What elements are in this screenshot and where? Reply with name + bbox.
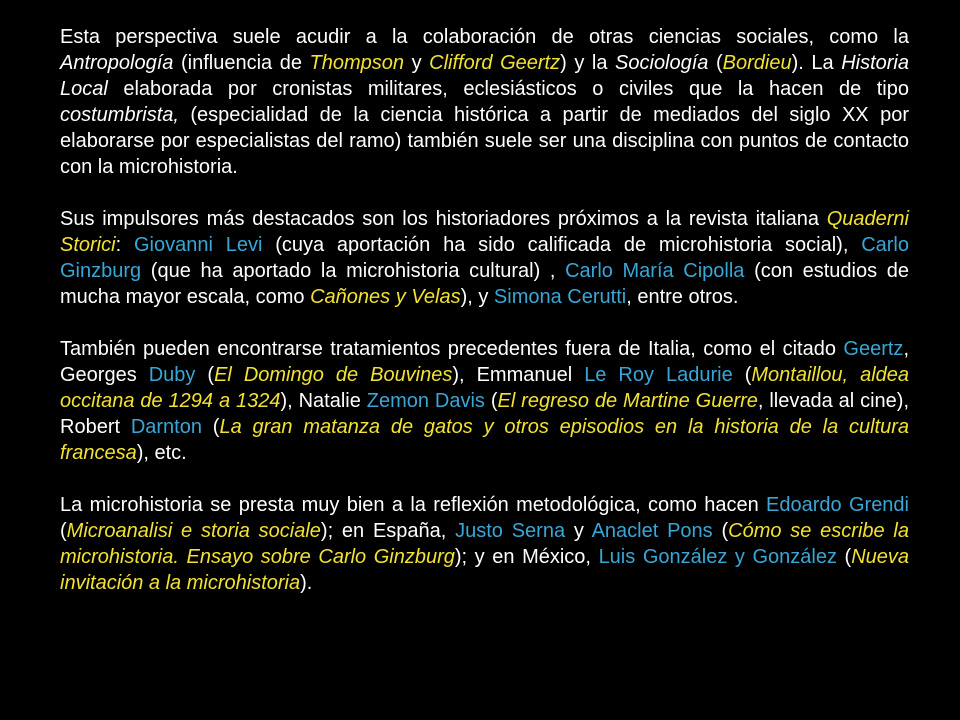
body-text: La microhistoria se presta muy bien a la reflexión metodológica, como hacen <box>60 494 767 516</box>
work-title: Clifford Geertz <box>429 52 561 74</box>
body-text: , entre otros. <box>626 286 739 308</box>
body-text: , llevada al cine), Robert <box>60 390 910 438</box>
body-text: ). La <box>791 52 842 74</box>
body-text: (que ha aportado la microhistoria cultural) , <box>141 260 566 282</box>
author-link[interactable]: Anaclet Pons <box>591 520 713 542</box>
author-link[interactable]: Giovanni Levi <box>133 234 263 256</box>
author-link[interactable]: Carlo María Cipolla <box>565 260 745 282</box>
author-link[interactable]: Le Roy Ladurie <box>584 364 733 386</box>
body-text: (con estudios de mucha mayor escala, como <box>60 260 909 308</box>
work-title: Montaillou, aldea occitana de 1294 a 1324 <box>60 364 910 412</box>
author-link[interactable]: Zemon Davis <box>366 390 485 412</box>
body-text: ); en España, <box>320 520 456 542</box>
body-text: ). <box>300 572 313 594</box>
body-text: , Georges <box>60 338 909 386</box>
body-text: ( <box>708 52 723 74</box>
work-title: Bordieu <box>722 52 792 74</box>
body-text: Esta perspectiva suele acudir a la colaboración de otras ciencias sociales, como la <box>60 26 909 48</box>
work-title: La gran matanza de gatos y otros episodios en la historia de la cultura francesa <box>60 416 910 464</box>
body-text: y <box>404 52 430 74</box>
body-text: ( <box>60 520 67 542</box>
work-title: El Domingo de Bouvines <box>214 364 453 386</box>
body-text: Sus impulsores más destacados son los historiadores próximos a la revista italiana <box>60 208 827 230</box>
author-link[interactable]: Luis González y González <box>598 546 837 568</box>
work-title: Thompson <box>309 52 405 74</box>
body-text: elaborada por cronistas militares, eclesiásticos o civiles que la hacen de tipo <box>107 78 909 100</box>
body-text: ( <box>732 364 752 386</box>
work-title: Nueva invitación a la microhistoria <box>60 546 909 594</box>
body-text: ( <box>484 390 498 412</box>
work-title: Cómo se escribe la microhistoria. Ensayo sobre Carlo Ginzburg <box>60 520 909 568</box>
body-text: (influencia de <box>173 52 310 74</box>
emphasized-term: costumbrista, <box>60 104 179 126</box>
author-link[interactable]: Duby <box>148 364 196 386</box>
author-link[interactable]: Edoardo Grendi <box>766 494 910 516</box>
paragraph-impulsores <box>60 206 909 310</box>
paragraph-perspectiva <box>60 24 909 180</box>
emphasized-term: Sociología <box>615 52 709 74</box>
author-link[interactable]: Simona Cerutti <box>493 286 627 308</box>
work-title: El regreso de Martine Guerre <box>497 390 758 412</box>
author-link[interactable]: Justo Serna <box>455 520 566 542</box>
body-text: ( <box>836 546 852 568</box>
body-text: (especialidad de la ciencia histórica a partir de mediados del siglo XX por elaborarse por especialistas del ramo) también suele ser una disciplina con puntos de contacto con la microhistoria. <box>60 104 909 178</box>
emphasized-term: Antropología <box>60 52 174 74</box>
body-text: ), Natalie <box>280 390 367 412</box>
slide-body <box>60 24 909 596</box>
body-text: ( <box>195 364 215 386</box>
body-text: ), Emmanuel <box>452 364 585 386</box>
work-title: Quaderni Storici <box>60 208 909 256</box>
body-text: : <box>115 234 134 256</box>
body-text: ); y en México, <box>454 546 599 568</box>
work-title: Microanalisi e storia sociale <box>66 520 321 542</box>
body-text: y <box>565 520 592 542</box>
paragraph-metodologia <box>60 492 909 596</box>
body-text: (cuya aportación ha sido calificada de microhistoria social), <box>262 234 862 256</box>
body-text: ( <box>712 520 729 542</box>
work-title: Cañones y Velas <box>310 286 461 308</box>
emphasized-term: Historia Local <box>60 52 909 100</box>
body-text: ) y la <box>560 52 616 74</box>
body-text: ), y <box>460 286 494 308</box>
paragraph-precedentes <box>60 336 909 466</box>
body-text: También pueden encontrarse tratamientos precedentes fuera de Italia, como el citado <box>60 338 844 360</box>
body-text: ( <box>201 416 220 438</box>
author-link[interactable]: Darnton <box>130 416 202 438</box>
author-link[interactable]: Carlo Ginzburg <box>60 234 909 282</box>
body-text: ), etc. <box>136 442 187 464</box>
author-link[interactable]: Geertz <box>843 338 904 360</box>
